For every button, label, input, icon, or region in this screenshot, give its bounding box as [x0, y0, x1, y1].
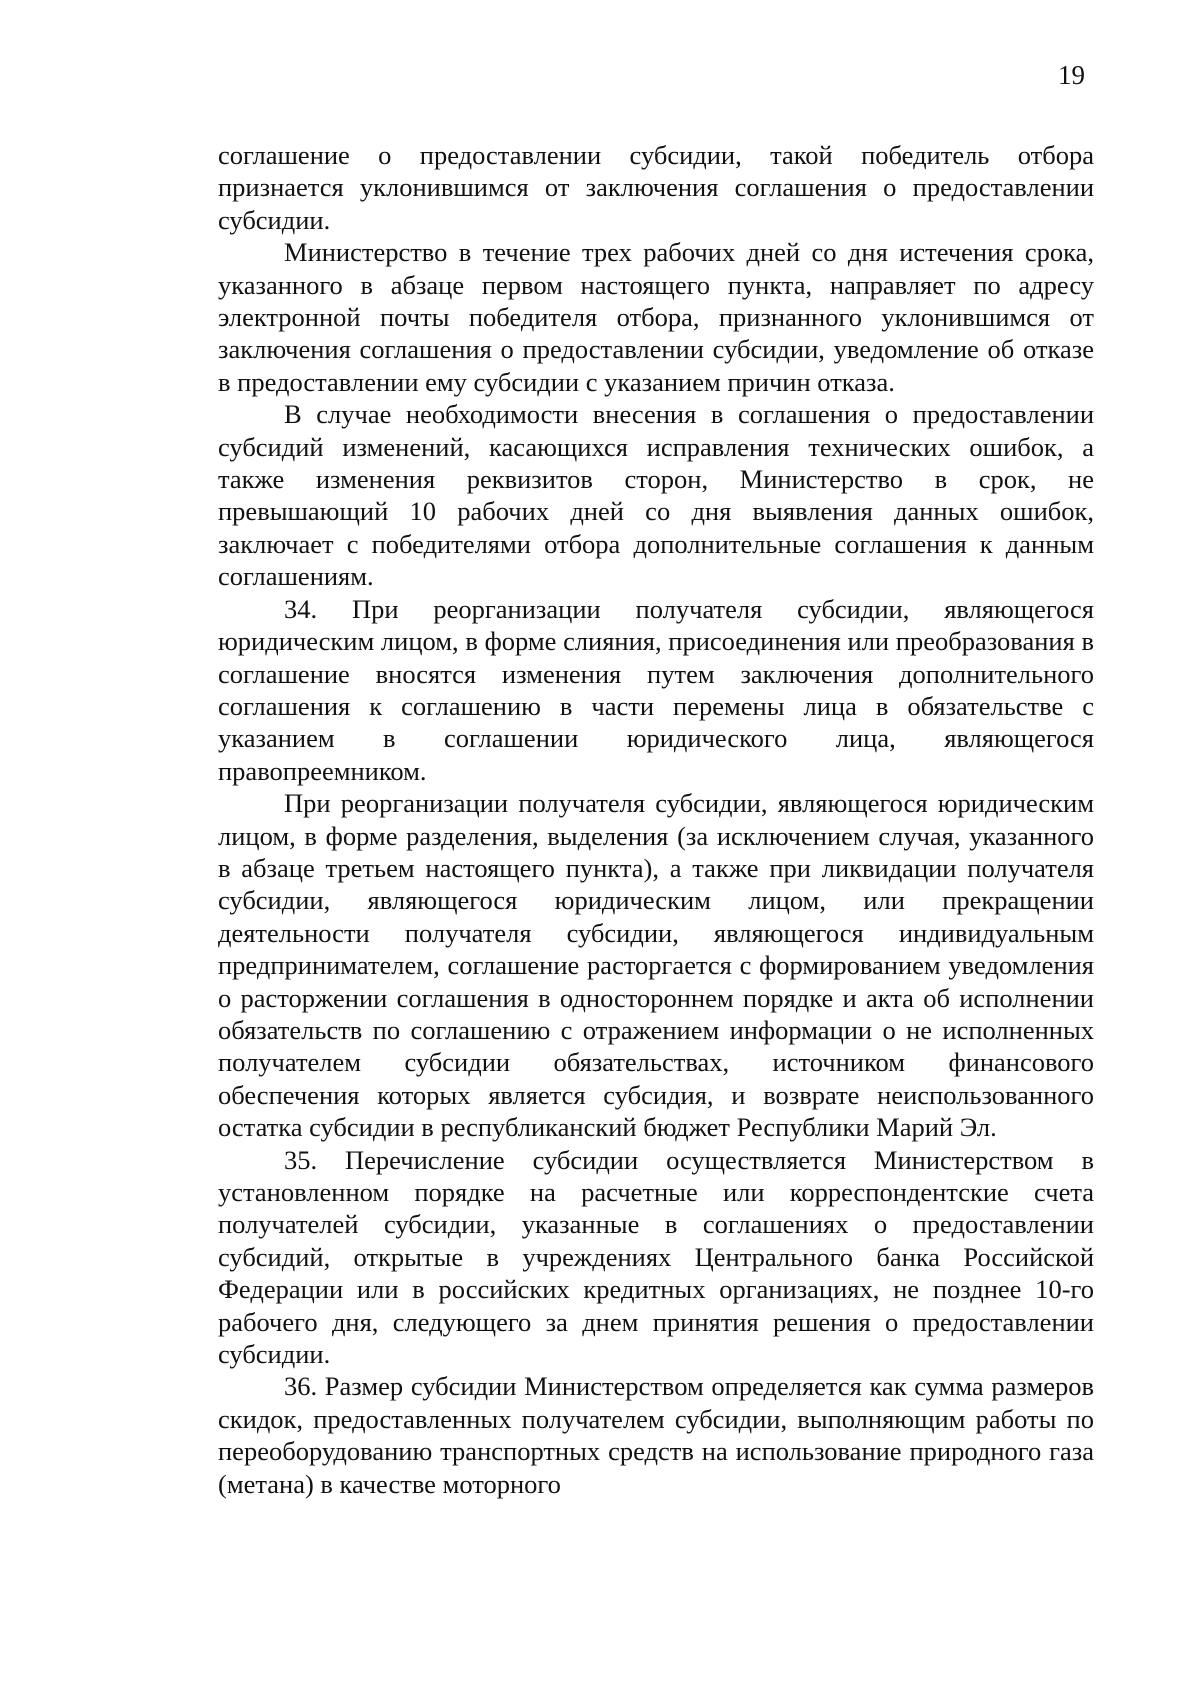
page-number: 19: [1058, 60, 1085, 90]
document-body: [218, 139, 1094, 1500]
paragraph-ministry-notice: Министерство в течение трех рабочих дней со дня истечения срока, указанного в абзаце первом настоящего пункта, направляет по адресу электронной почты победителя отбора, признанного уклонившимся от заключения соглашения о предоставлении субсидии, уведомление об отказе в предоставлении ему субсидии с указанием причин отказа.: [218, 237, 1094, 397]
paragraph-item-35: 35. Перечисление субсидии осуществляется Министерством в установленном порядке на расчетные или корреспондентские счета получателей субсидии, указанные в соглашениях о предоставлении субсидий, открытые в учреждениях Центрального банка Российской Федерации или в российских кредитных организациях, не позднее 10-го рабочего дня, следующего за днем принятия решения о предоставлении субсидии.: [218, 1144, 1094, 1370]
paragraph-item-34: 34. При реорганизации получателя субсидии, являющегося юридическим лицом, в форме слияния, присоединения или преобразования в соглашение вносятся изменения путем заключения дополнительного соглашения к соглашению в части перемены лица в обязательстве с указанием в соглашении юридического лица, являющегося правопреемником.: [218, 593, 1094, 786]
paragraph-item-36: 36. Размер субсидии Министерством определяется как сумма размеров скидок, предоставленных получателем субсидии, выполняющим работы по переоборудованию транспортных средств на использование природного газа (метана) в качестве моторного: [218, 1371, 1094, 1499]
paragraph-continuation: соглашение о предоставлении субсидии, такой победитель отбора признается уклонившимся от заключения соглашения о предоставлении субсидии.: [218, 140, 1094, 235]
paragraph-reorganization: При реорганизации получателя субсидии, являющегося юридическим лицом, в форме разделения, выделения (за исключением случая, указанного в абзаце третьем настоящего пункта), а также при ликвидации получателя субсидии, являющегося юридическим лицом, или прекращении деятельности получателя субсидии, являющегося индивидуальным предпринимателем, соглашение расторгается с формированием уведомления о расторжении соглашения в одностороннем порядке и акта об исполнении обязательств по соглашению с отражением информации о не исполненных получателем субсидии обязательствах, источником финансового обеспечения которых является субсидия, и возврате неиспользованного остатка субсидии в республиканский бюджет Республики Марий Эл.: [218, 788, 1094, 1143]
paragraph-amendments: В случае необходимости внесения в соглашения о предоставлении субсидий изменений, касающихся исправления технических ошибок, а также изменения реквизитов сторон, Министерство в срок, не превышающий 10 рабочих дней со дня выявления данных ошибок, заключает с победителями отбора дополнительные соглашения к данным соглашениям.: [218, 399, 1094, 592]
